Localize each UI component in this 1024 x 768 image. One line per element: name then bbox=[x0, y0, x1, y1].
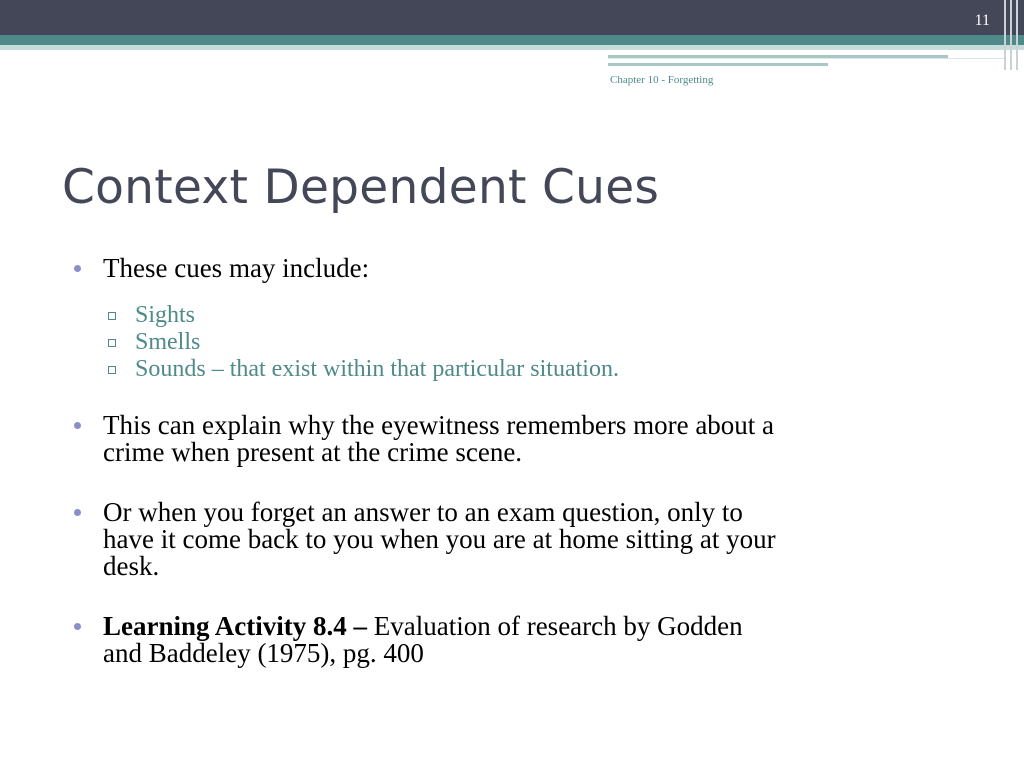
header-divider bbox=[1016, 0, 1018, 70]
slide-number: 11 bbox=[974, 12, 990, 29]
activity-description: Evaluation of research by Godden bbox=[373, 611, 743, 641]
bullet-text-line bbox=[103, 613, 974, 640]
dash: – bbox=[346, 611, 374, 641]
chapter-label: Chapter 10 - Forgetting bbox=[610, 74, 714, 86]
bullet-text-line: crime when present at the crime scene. bbox=[103, 437, 523, 467]
header-light-stripe bbox=[0, 45, 1024, 50]
sub-bullet-item bbox=[74, 329, 974, 356]
bullet-text: These cues may include: bbox=[103, 253, 370, 283]
square-bullet-icon bbox=[108, 312, 116, 320]
bullet-dot-icon bbox=[74, 265, 81, 272]
header-rule bbox=[608, 58, 1004, 59]
bullet-text-line: desk. bbox=[103, 551, 160, 581]
sub-bullet-text: Smells bbox=[135, 329, 201, 355]
sub-bullet-text: Sights bbox=[135, 302, 196, 328]
header-accent-stripe bbox=[0, 35, 1024, 45]
bullet-item bbox=[74, 255, 974, 282]
bullet-dot-icon bbox=[74, 509, 81, 516]
slide-title: Context Dependent Cues bbox=[62, 160, 660, 215]
header-band bbox=[0, 0, 1024, 35]
bullet-text-line: and Baddeley (1975), pg. 400 bbox=[103, 638, 424, 668]
bullet-text-line: This can explain why the eyewitness remembers more about a bbox=[103, 410, 775, 440]
sub-bullet-item bbox=[74, 302, 974, 329]
square-bullet-icon bbox=[108, 339, 116, 347]
bullet-item bbox=[74, 499, 974, 580]
bullet-item bbox=[74, 412, 974, 466]
bullet-item bbox=[74, 613, 974, 667]
bullet-text-line: Or when you forget an answer to an exam question, only to bbox=[103, 497, 743, 527]
bullet-dot-icon bbox=[74, 422, 81, 429]
header-rule bbox=[608, 63, 828, 66]
sub-bullet-item bbox=[74, 356, 974, 383]
header-divider bbox=[1010, 0, 1012, 70]
activity-label: Learning Activity 8.4 bbox=[103, 611, 347, 641]
square-bullet-icon bbox=[108, 366, 116, 374]
slide-body bbox=[74, 250, 974, 667]
header-divider bbox=[1004, 0, 1006, 70]
bullet-text-line: have it come back to you when you are at home sitting at your bbox=[103, 524, 776, 554]
sub-bullet-text: Sounds – that exist within that particular situation. bbox=[135, 356, 619, 382]
bullet-dot-icon bbox=[74, 623, 81, 630]
